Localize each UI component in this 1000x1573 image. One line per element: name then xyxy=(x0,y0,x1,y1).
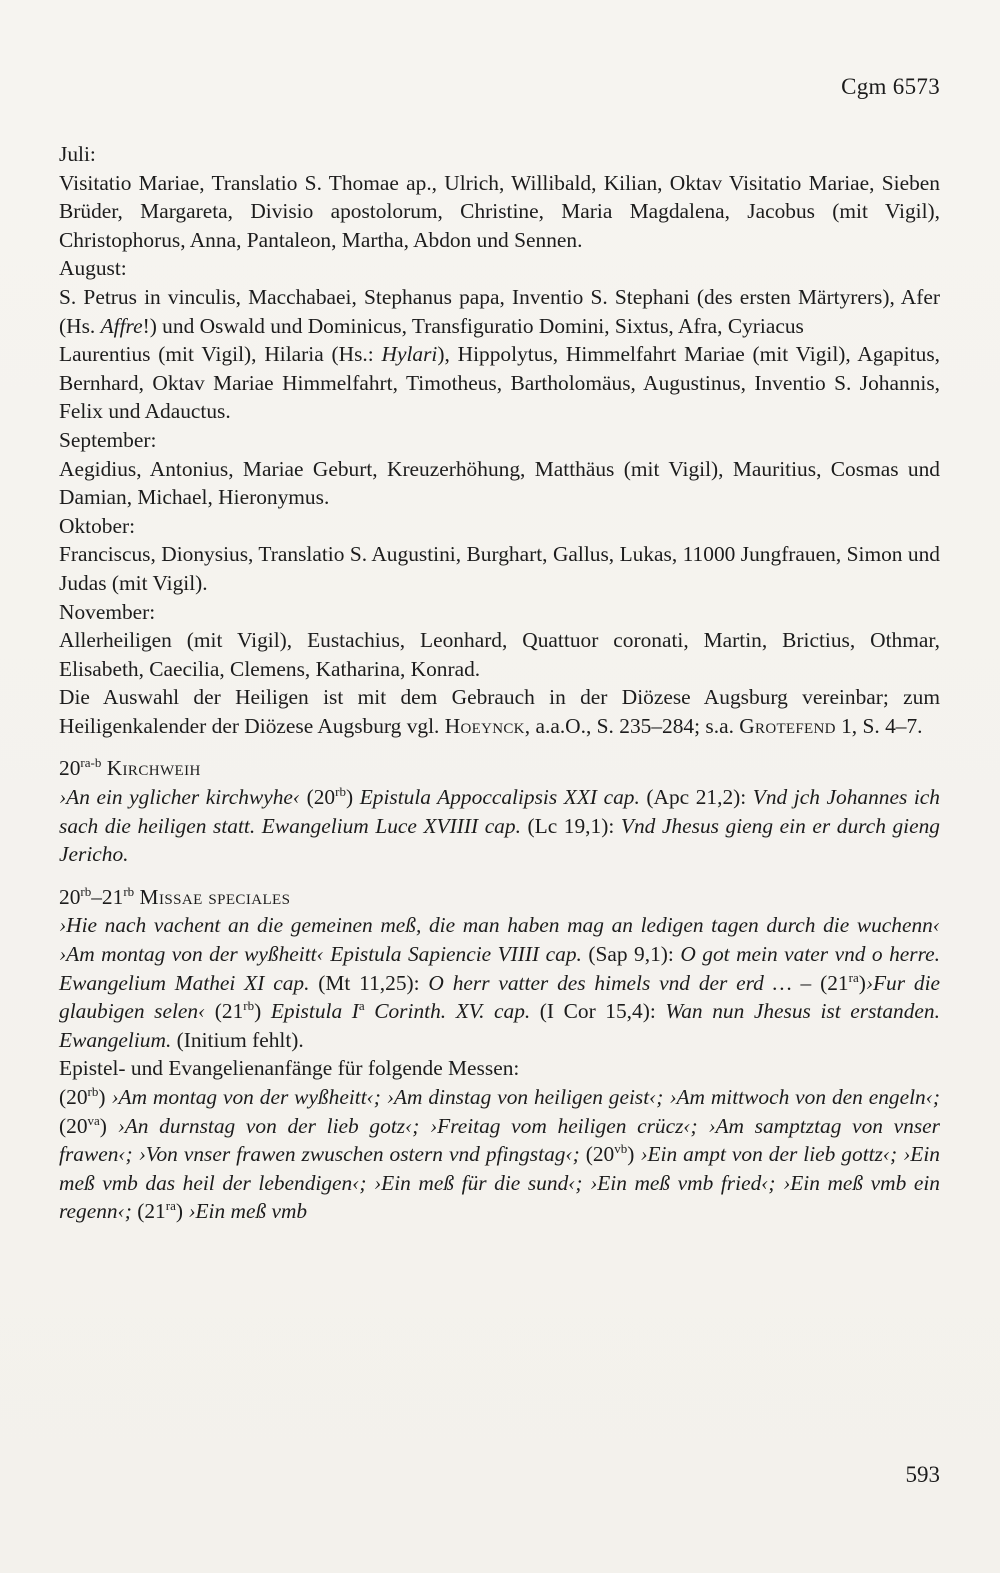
page-number: 593 xyxy=(905,1462,940,1487)
month-label-september: September: xyxy=(59,427,157,452)
section-text-missae-label: Epistel- und Evangelienanfänge für folgende Messen: xyxy=(59,1056,520,1081)
calendar-note: Die Auswahl der Heiligen ist mit dem Gebrauch in der Diözese Augsburg vereinbar; zum Heiligenkalender der Diözese Augsburg vgl. Hoeynck, a.a.O., S. 235–284; s.a. Grotefend 1, S. 4–7. xyxy=(59,685,940,738)
month-text-oktober: Franciscus, Dionysius, Translatio S. Augustini, Burghart, Gallus, Lukas, 11000 Jungfrauen, Simon und Judas (mit Vigil). xyxy=(59,542,940,595)
month-text-august-1: S. Petrus in vinculis, Macchabaei, Stephanus papa, Inventio S. Stephani (des ersten Märtyrers), Afer (Hs. Affre!) und Oswald und Dominicus, Transfiguratio Domini, Sixtus, Afra, Cyriacus xyxy=(59,284,940,338)
month-label-juli: Juli: xyxy=(59,142,96,166)
month-text-november: Allerheiligen (mit Vigil), Eustachius, Leonhard, Quattuor coronati, Martin, Brictius, Othmar, Elisabeth, Caecilia, Clemens, Katharina, Konrad. xyxy=(59,628,940,681)
section-heading-kirchweih: $20^{ra-b}$ Kirchweih xyxy=(59,755,201,781)
section-text-kirchweih: ›An ein yglicher kirchwyhe‹ $(20^{rb})$ Epistula Appoccalipsis XXI cap. (Apc 21,2): Vnd jch Johannes ich sach die heiligen statt. Ewangelium Luce XVIIII cap. (Lc 19,1): Vnd Jhesus gieng ein er durch gieng Jericho. xyxy=(59,783,940,867)
section-heading-missae: $20^{rb}-21^{rb}$ Missae speciales xyxy=(59,883,291,909)
page-body xyxy=(59,140,940,1226)
month-text-september: Aegidius, Antonius, Mariae Geburt, Kreuzerhöhung, Matthäus (mit Vigil), Mauritius, Cosmas und Damian, Michael, Hieronymus. xyxy=(59,456,940,510)
month-text-august-2: Laurentius (mit Vigil), Hilaria (Hs.: Hylari), Hippolytus, Himmelfahrt Mariae (mit Vigil), Agapitus, Bernhard, Oktav Mariae Himmelfahrt, Timotheus, Bartholomäus, Augustinus, Inventio S. Johannis, Felix und Adauctus. xyxy=(59,342,940,424)
month-label-oktober: Oktober: xyxy=(59,513,136,538)
running-header: Cgm 6573 xyxy=(841,74,940,99)
month-text-juli: Visitatio Mariae, Translatio S. Thomae ap., Ulrich, Willibald, Kilian, Oktav Visitatio Mariae, Sieben Brüder, Margareta, Divisio apostolorum, Christine, Maria Magdalena, Jacobus (mit Vigil), Christophorus, Anna, Pantaleon, Martha, Abdon und Sennen. xyxy=(59,170,940,252)
month-label-november: November: xyxy=(59,599,156,624)
section-text-missae-2: $(20^{rb})$ ›Am montag von der wyßheitt‹; ›Am dinstag von heiligen geist‹; ›Am mittwoch von den engeln‹; $(20^{va})$ ›An durnstag von der lieb gotz‹; ›Freitag vom heiligen crücz‹; ›Am samptztag von vnser frawen‹; ›Von vnser frawen zwuschen ostern vnd pfingstag‹; $(20^{vb})$ ›Ein ampt von der lieb gottz‹; ›Ein meß vmb das heil der lebendigen‹; ›Ein meß für die sund‹; ›Ein meß vmb fried‹; ›Ein meß vmb ein regenn‹; $(21^{ra})$ ›Ein meß vmb xyxy=(59,1083,940,1224)
month-label-august: August: xyxy=(59,256,127,281)
section-text-missae-1: ›Hie nach vachent an die gemeinen meß, die man haben mag an ledigen tagen durch die wuchenn‹ ›Am montag von der wyßheitt‹ Epistula Sapiencie VIIII cap. (Sap 9,1): O got mein vater vnd o herre. Ewangelium Mathei XI cap. (Mt 11,25): O herr vatter des himels vnd der erd … – $(21^{ra})›Fur$ die glaubigen selen‹ $(21^{rb})$ Epistula $I^a$ Corinth. XV. cap. (I Cor 15,4): Wan nun Jhesus ist erstanden. Ewangelium. (Initium fehlt). xyxy=(59,913,941,1052)
